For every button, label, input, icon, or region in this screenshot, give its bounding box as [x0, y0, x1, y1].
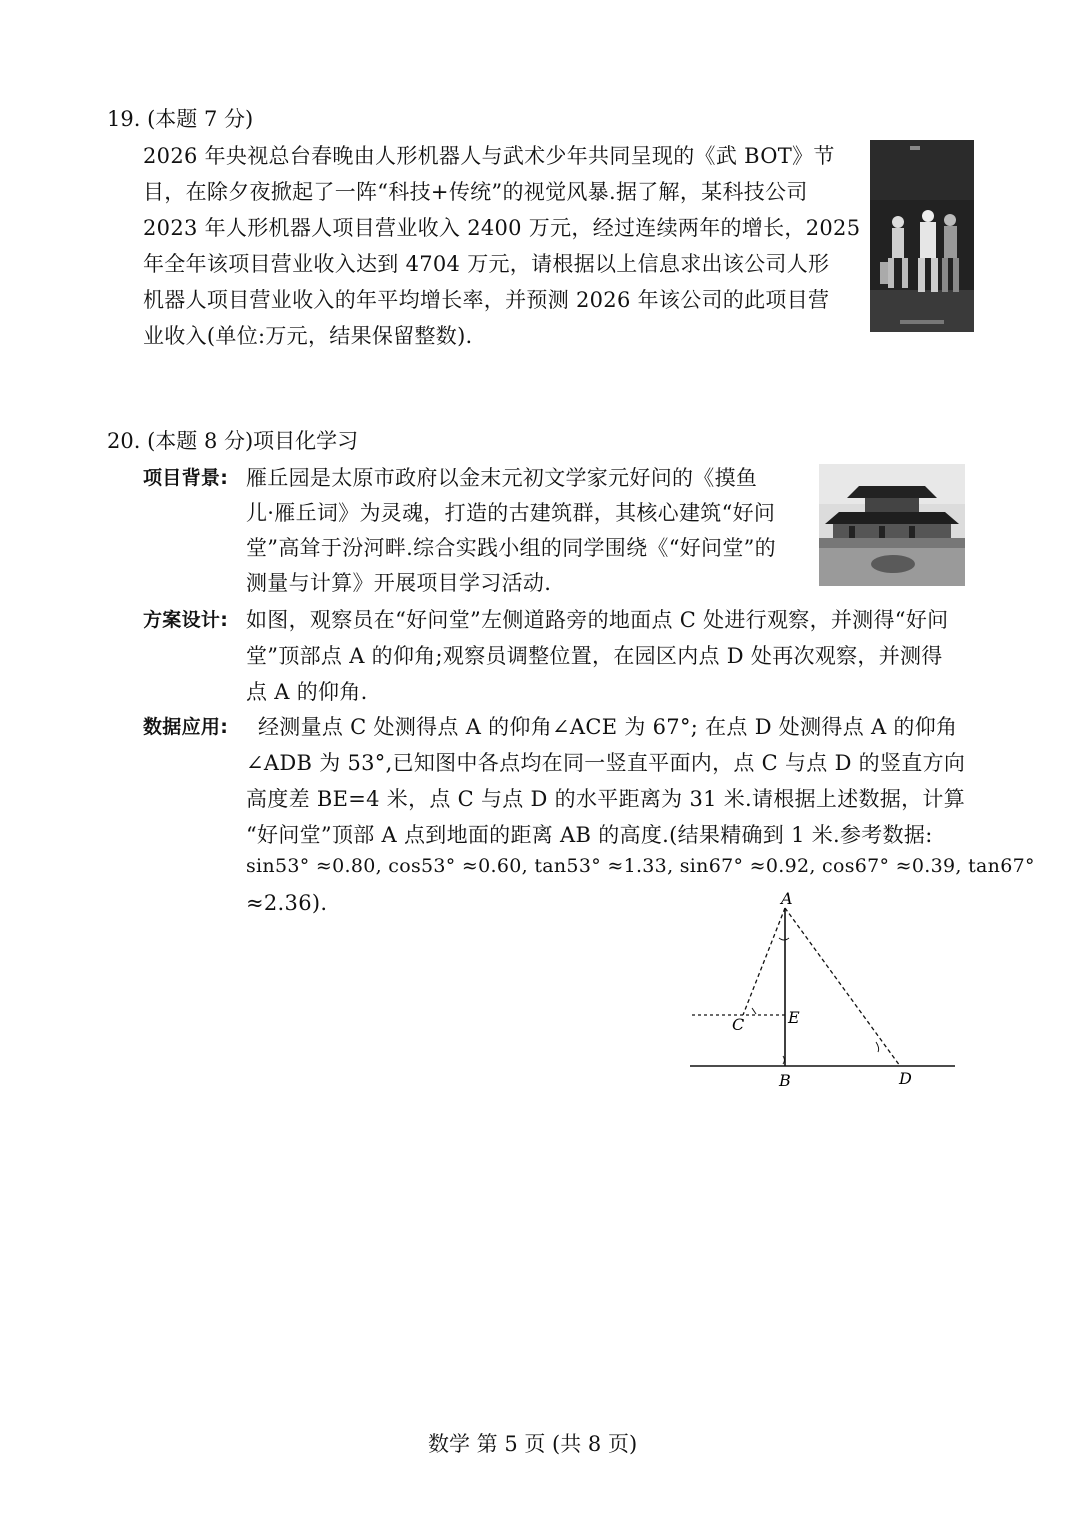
design-label: 方案设计:	[143, 609, 229, 631]
angle-mark-A	[779, 938, 789, 940]
label-D: D	[899, 1069, 912, 1088]
robot-stage-photo	[870, 140, 974, 332]
q19-line-5: 机器人项目营业收入的年平均增长率，并预测 2026 年该公司的此项目营	[143, 288, 830, 312]
q20-header: 20. (本题 8 分)项目化学习	[107, 429, 359, 453]
label-B: B	[779, 1071, 791, 1090]
data-line-4: “好问堂”顶部 A 点到地面的距离 AB 的高度.(结果精确到 1 米.参考数据:	[246, 823, 933, 847]
angle-mark-C	[752, 1008, 756, 1014]
data-line-3: 高度差 BE=4 米，点 C 与点 D 的水平距离为 31 米.请根据上述数据，计算	[246, 787, 966, 811]
q19-line-4: 年全年该项目营业收入达到 4704 万元，请根据以上信息求出该公司人形	[143, 252, 830, 276]
background-line-1: 雁丘园是太原市政府以金末元初文学家元好问的《摸鱼	[246, 466, 758, 490]
data-label: 数据应用:	[143, 716, 229, 738]
label-E: E	[788, 1008, 800, 1027]
design-line-1: 如图，观察员在“好问堂”左侧道路旁的地面点 C 处进行观察，并测得“好问	[246, 608, 949, 632]
angle-mark-B	[783, 1056, 785, 1064]
ancient-building-photo	[819, 464, 965, 586]
data-line-5: sin53° ≈0.80, cos53° ≈0.60, tan53° ≈1.33, sin67° ≈0.92, cos67° ≈0.39, tan67°	[246, 855, 1035, 877]
background-line-3: 堂”高耸于汾河畔.综合实践小组的同学围绕《“好问堂”的	[246, 536, 776, 560]
design-line-3: 点 A 的仰角.	[246, 680, 368, 704]
q19-line-1: 2026 年央视总台春晚由人形机器人与武术少年共同呈现的《武 BOT》节	[143, 144, 835, 168]
data-line-2: ∠ADB 为 53°,已知图中各点均在同一竖直平面内，点 C 与点 D 的竖直方向	[246, 751, 966, 775]
angle-mark-D	[876, 1042, 879, 1052]
page-footer: 数学 第 5 页 (共 8 页)	[428, 1432, 638, 1456]
segment-AC	[743, 908, 785, 1015]
q19-line-3: 2023 年人形机器人项目营业收入 2400 万元，经过连续两年的增长，2025	[143, 216, 861, 240]
q19-header: 19. (本题 7 分)	[107, 107, 254, 131]
label-A: A	[781, 890, 793, 908]
geometry-diagram	[680, 890, 970, 1100]
label-C: C	[732, 1015, 745, 1034]
background-line-2: 儿·雁丘词》为灵魂，打造的古建筑群，其核心建筑“好问	[246, 501, 776, 525]
design-line-2: 堂”顶部点 A 的仰角;观察员调整位置，在园区内点 D 处再次观察，并测得	[246, 644, 943, 668]
segment-AD	[785, 908, 900, 1066]
q19-line-2: 目，在除夕夜掀起了一阵“科技+传统”的视觉风暴.据了解，某科技公司	[143, 180, 808, 204]
q19-line-6: 业收入(单位:万元，结果保留整数).	[143, 324, 473, 348]
data-line-6: ≈2.36).	[246, 891, 328, 915]
background-line-4: 测量与计算》开展项目学习活动.	[246, 571, 552, 595]
background-label: 项目背景:	[143, 467, 229, 489]
data-line-1: 经测量点 C 处测得点 A 的仰角∠ACE 为 67°; 在点 D 处测得点 A 的仰角	[258, 715, 958, 739]
